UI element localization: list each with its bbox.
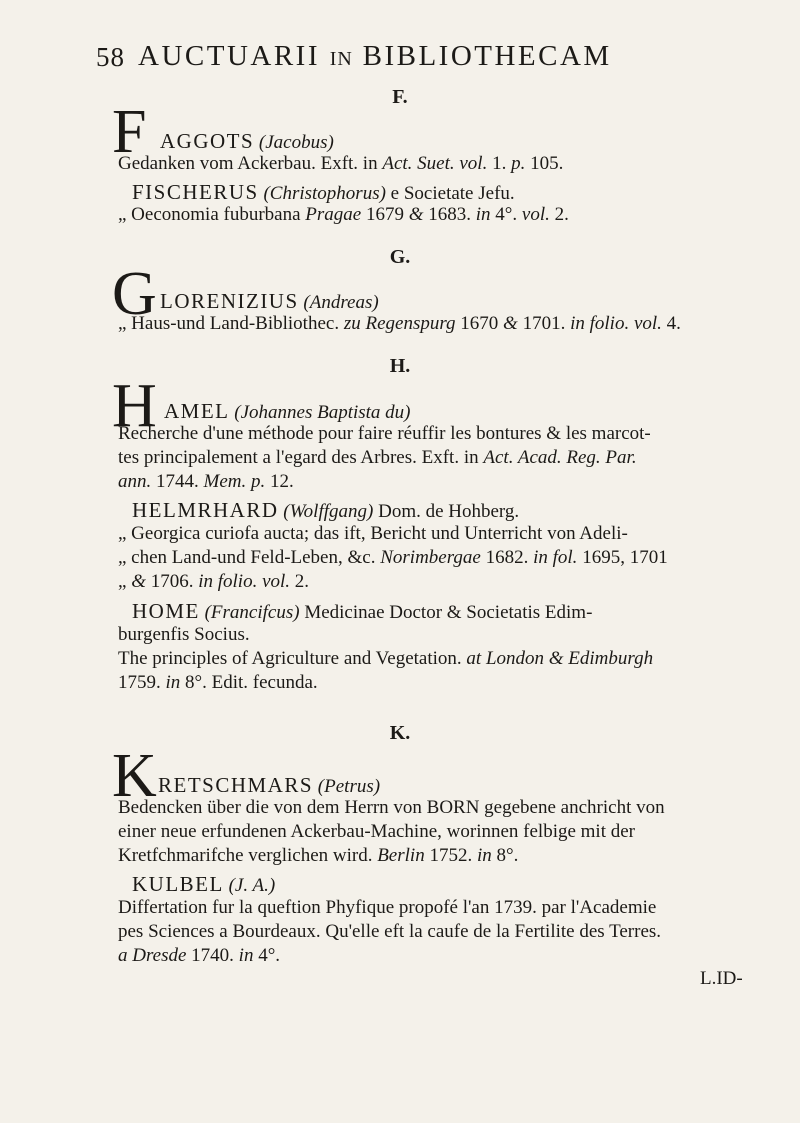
entry-line: Bedencken über die von dem Herrn von BORN gegebene anchricht von (118, 797, 665, 818)
entry-line: Differtation fur la queftion Phyfique propofé l'an 1739. par l'Academie (118, 897, 657, 918)
entry-line: „ chen Land-und Feld-Leben, &c. Norimbergae 1682. in fol. 1695, 1701 (118, 547, 668, 568)
entry-heading-faggots: AGGOTS (Jacobus) (160, 129, 334, 153)
entry-line: einer neue erfundenen Ackerbau-Machine, worinnen felbige mit der (118, 821, 635, 842)
entry-line: „ & 1706. in folio. vol. 2. (118, 571, 310, 592)
section-letter-g: G. (389, 246, 411, 268)
drop-cap-g: G (112, 260, 157, 328)
entry-heading-kretschmars: RETSCHMARS (Petrus) (158, 773, 381, 797)
entry-line: „ Oeconomia fuburbana Pragae 1679 & 1683. in 4°. vol. 2. (118, 204, 569, 225)
entry-line: Kretfchmarifche verglichen wird. Berlin 1752. in 8°. (118, 845, 519, 866)
entry-line: pes Sciences a Bourdeaux. Qu'elle eft la caufe de la Fertilite des Terres. (118, 921, 662, 942)
drop-cap-k: K (112, 742, 157, 810)
running-head (96, 38, 736, 78)
entry-heading-hamel: AMEL (Johannes Baptista du) (164, 399, 411, 423)
entry-heading-fischerus: FISCHERUS (Christophorus) e Societate Jefu. (132, 180, 515, 204)
section-letter-f: F. (392, 86, 408, 108)
entry-line: Gedanken vom Ackerbau. Exft. in Act. Suet. vol. 1. p. 105. (118, 153, 564, 174)
entry-line: ann. 1744. Mem. p. 12. (118, 471, 294, 492)
entry-line: The principles of Agriculture and Vegetation. at London & Edimburgh (118, 648, 654, 669)
drop-cap-f: F (112, 98, 147, 166)
running-title: AUCTUARII IN BIBLIOTHECAM (138, 40, 612, 72)
entry-heading-home: HOME (Francifcus) Medicinae Doctor & Societatis Edim- (132, 599, 593, 623)
section-letter-h: H. (389, 355, 411, 377)
entry-line: burgenfis Socius. (118, 624, 250, 645)
drop-cap-h: H (112, 372, 157, 440)
entry-line: 1759. in 8°. Edit. fecunda. (118, 672, 318, 693)
entry-heading-helmrhard: HELMRHARD (Wolffgang) Dom. de Hohberg. (132, 498, 520, 522)
catchword: L.ID- (700, 968, 743, 989)
page-number: 58 (96, 42, 125, 72)
entry-heading-glorenizius: LORENIZIUS (Andreas) (160, 289, 379, 313)
entry-line: „ Georgica curiofa aucta; das ift, Bericht und Unterricht von Adeli- (118, 523, 628, 544)
entry-line: a Dresde 1740. in 4°. (118, 945, 281, 966)
section-letter-k: K. (389, 722, 411, 744)
entry-heading-kulbel: KULBEL (J. A.) (132, 872, 276, 896)
entry-line: tes principalement a l'egard des Arbres. Exft. in Act. Acad. Reg. Par. (118, 447, 637, 468)
entry-line: „ Haus-und Land-Bibliothec. zu Regenspurg 1670 & 1701. in folio. vol. 4. (118, 313, 681, 334)
entry-line: Recherche d'une méthode pour faire réuffir les bontures & les marcot- (118, 423, 651, 444)
